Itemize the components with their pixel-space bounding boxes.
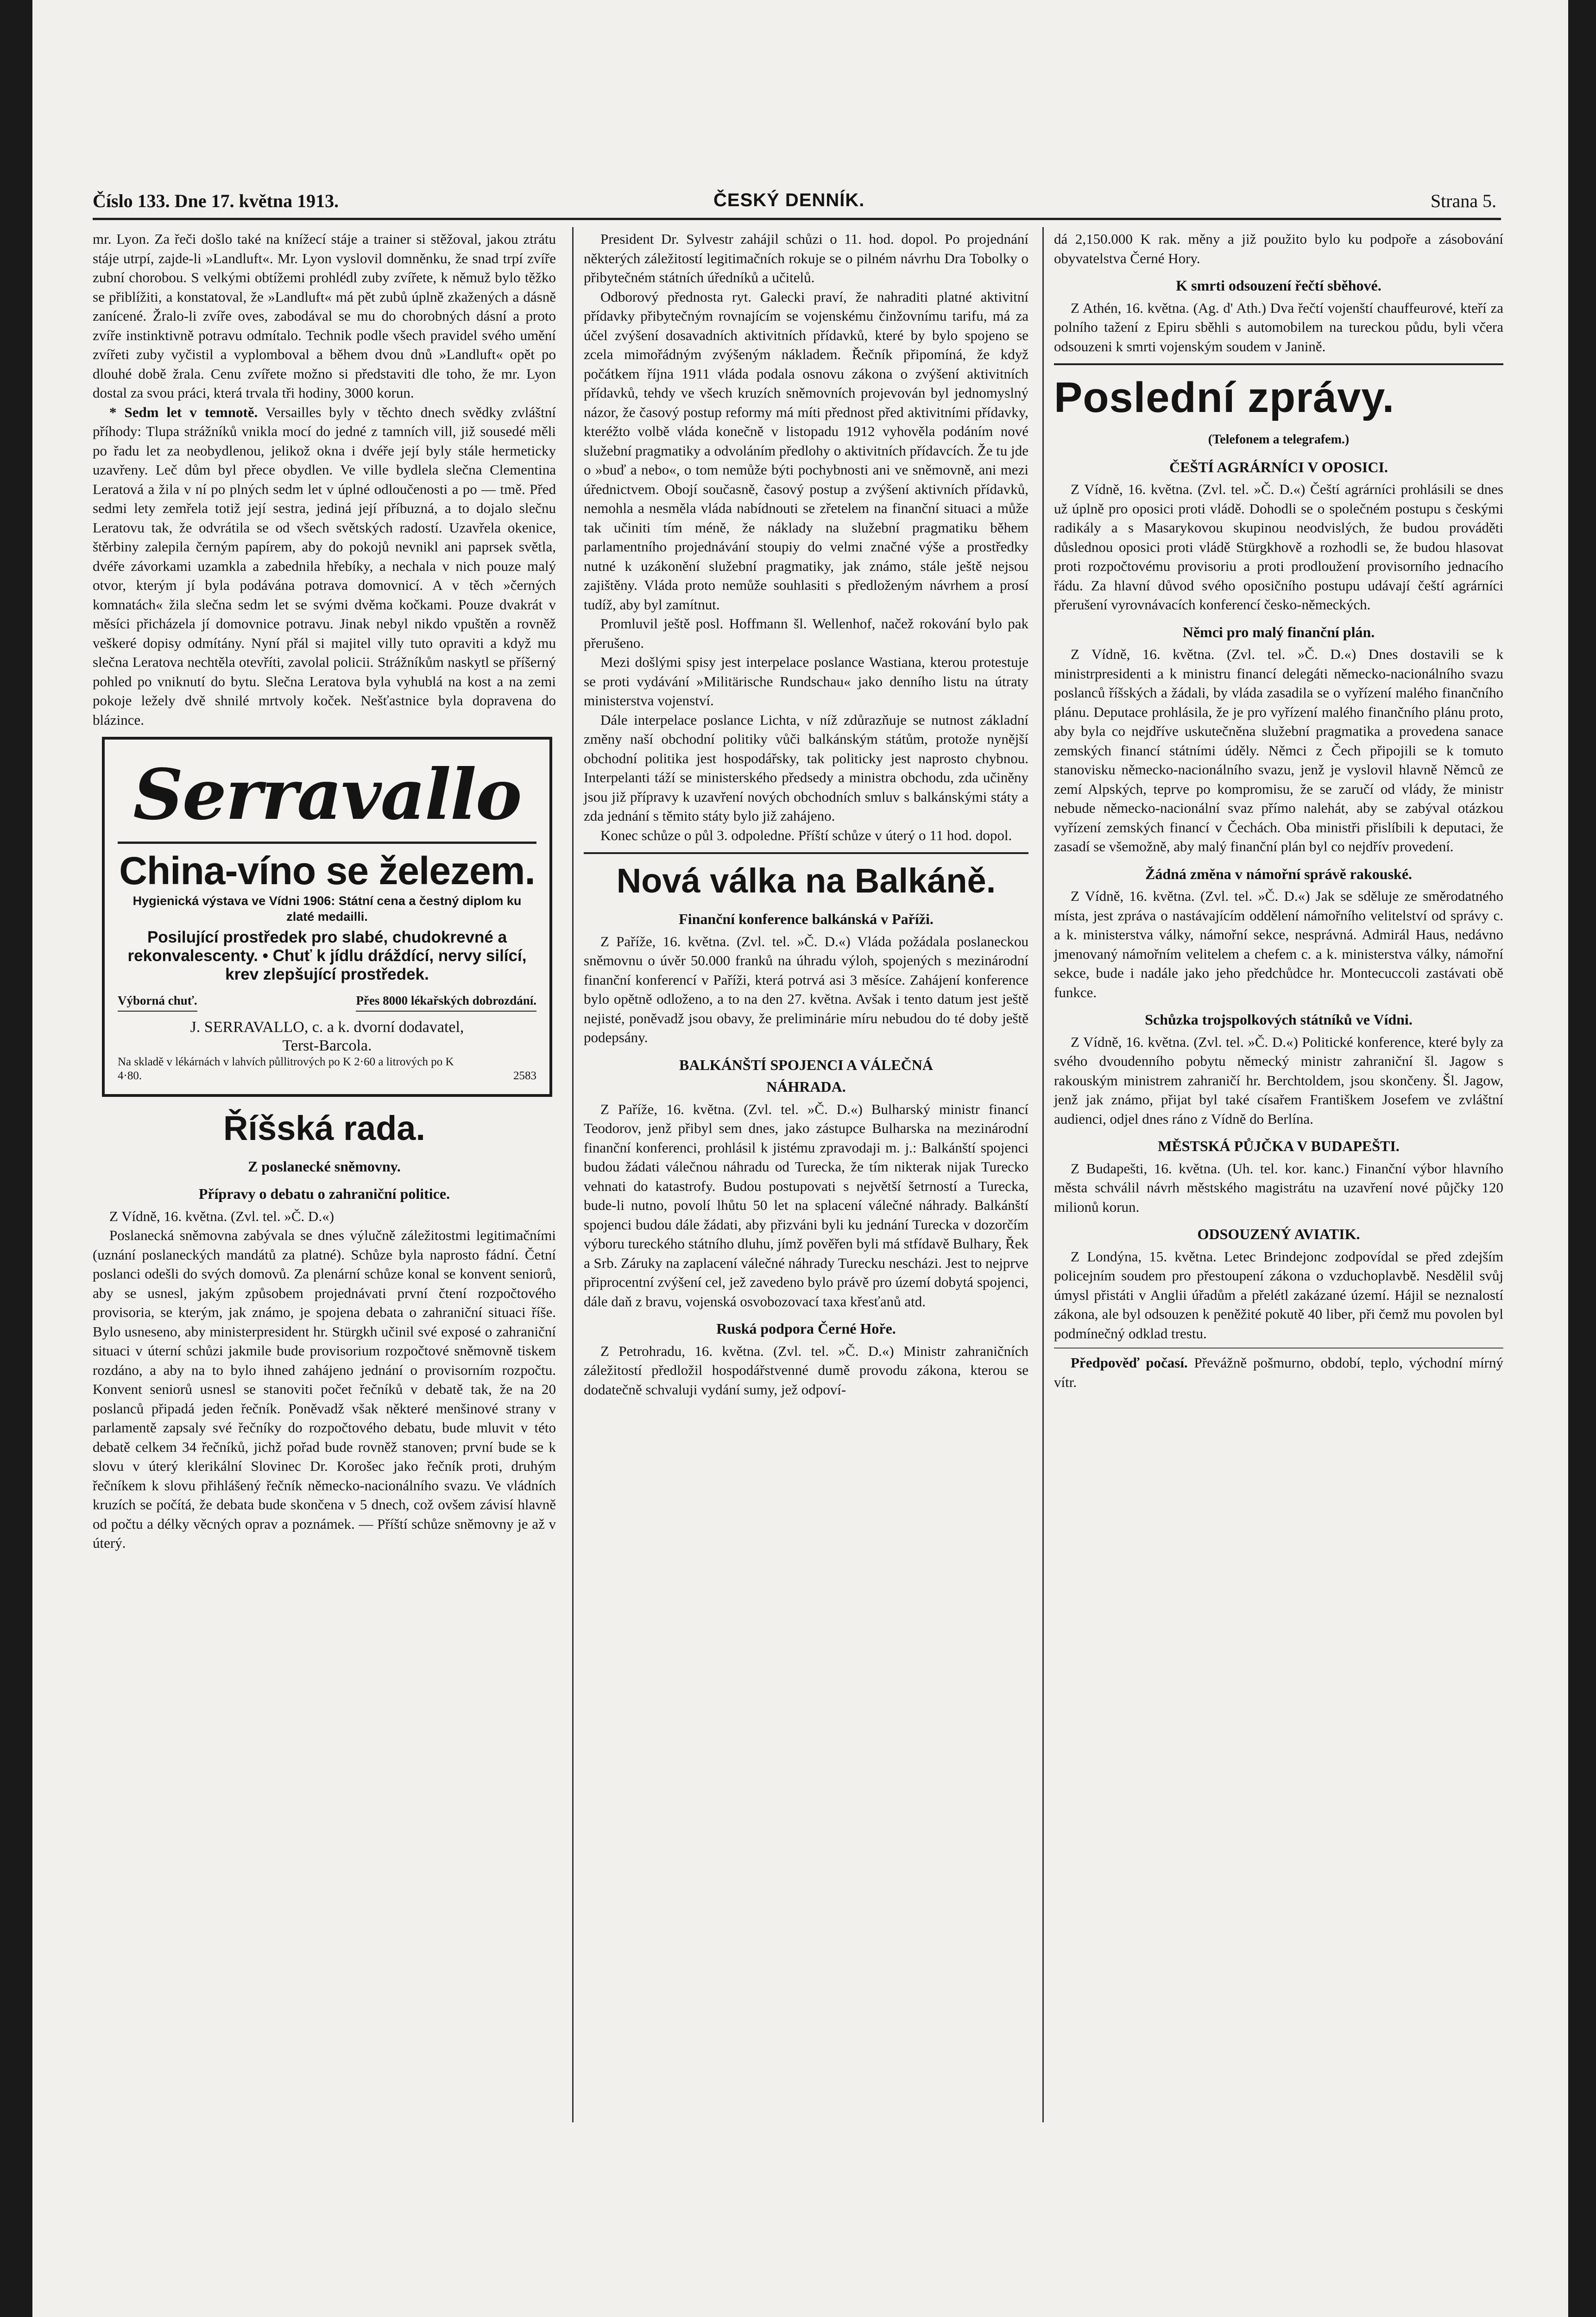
ad-firm-name: J. SERRAVALLO, c. a k. dvorní dodavatel, bbox=[190, 1018, 464, 1036]
ad-claim: Posilující prostředek pro slabé, chudokrevné a rekonvalescenty. • Chuť k jídlu dráždící, nervy silící, krev zlepšující prostředek. bbox=[127, 928, 527, 983]
article-montenegro-cont: dá 2,150.000 K rak. měny a již použito bylo ku podpoře a zásobování obyvatelstva Černé Hory. bbox=[1054, 231, 1503, 266]
dateline-vienna: Z Vídně, 16. května. (Zvl. tel. »Č. D.«) bbox=[109, 1208, 334, 1224]
ad-taste: Výborná chuť. bbox=[118, 991, 197, 1012]
subhead-finance-conference: Finanční konference balkánská v Paříži. bbox=[679, 911, 934, 927]
weather-text: Převážně pošmurno, období, teplo, východní mírný vítr. bbox=[1054, 1355, 1504, 1390]
newspaper-page bbox=[32, 0, 1568, 2317]
weather-title: Předpověď počasí. bbox=[1071, 1355, 1188, 1371]
section-rule-2 bbox=[1054, 363, 1503, 365]
ad-brand-logo: Serravallo bbox=[118, 751, 536, 844]
ad-features bbox=[118, 991, 536, 1012]
article-licht: Dále interpelace poslance Lichta, v níž zdůrazňuje se nutnost základní změny naší obchodní politiky vůči balkánským státům, protože nynější obchodní politika jest hospodářsky, tak politicky jest naprosto chybnou. Interpelanti táží se ministerského předsedy a ministra obchodu, zda učiněny jsou již přípravy k uzavření nových obchodních smluv s balkánskými státy a zda jednání s těmito státy bylo již zahájeno. bbox=[584, 711, 1028, 824]
ad-footer bbox=[118, 1055, 536, 1083]
column-3 bbox=[1054, 229, 1503, 1392]
column-divider-2 bbox=[1042, 227, 1044, 2122]
issue-date: Číslo 133. Dne 17. května 1913. bbox=[93, 190, 339, 211]
article-hoffmann: Promluvil ještě posl. Hoffmann šl. Wellenhof, načež rokování bylo pak přerušeno. bbox=[584, 615, 1028, 651]
serravallo-advertisement bbox=[102, 737, 552, 1097]
article-aviator: Z Londýna, 15. května. Letec Brindejonc zodpovídal se před zdejším policejním soudem pro přestoupení zákona o vzduchoplavbě. Nesdělil svůj úmysl přistáti v Anglii úřadům a přelétl zakázané území. Hájil se neznalostí zákona, ale byl odsouzen k peněžité pokutě 40 liber, při čemž mu povolen byl podmínečný odklad trestu. bbox=[1054, 1248, 1503, 1342]
subhead-budapest-loan: MĚSTSKÁ PŮJČKA V BUDAPEŠTI. bbox=[1158, 1138, 1400, 1154]
column-divider-1 bbox=[572, 227, 574, 2122]
subhead-telephone: (Telefonem a telegrafem.) bbox=[1208, 432, 1350, 447]
ad-award: Hygienická výstava ve Vídni 1906: Státní cena a čestný diplom ku zlaté medailli. bbox=[132, 894, 522, 924]
article-wastian: Mezi došlými spisy jest interpelace poslance Wastiana, kterou protestuje se proti vydávání »Militärische Rundschau« jako denního listu na útraty ministerstva vojenství. bbox=[584, 654, 1028, 709]
article-naval-admin: Z Vídně, 16. května. (Zvl. tel. »Č. D.«) Jak se sděluje ze směrodatného místa, jest zpráva o nastávajícím oddělení námořního velitelství od správy c. a k. ministerstva války, námořní sekce, nesprávná. Admirál Haus, nedávno jmenovaný námořním velitelem a chefem c. a k. ministerstva války, námořní sekce, bude i nadále jako jeho předchůdce hr. Montecuccoli zastávati obě funkce. bbox=[1054, 888, 1503, 1000]
ad-title: China-víno se železem. bbox=[119, 849, 535, 893]
subhead-finance-plan: Němci pro malý finanční plán. bbox=[1182, 623, 1375, 640]
article-triple-alliance: Z Vídně, 16. května. (Zvl. tel. »Č. D.«) Politické konference, které byly za svého dvoudenního pobytu německý ministr zahraniční šl. Jagow s rakouským ministrem zahraničí hr. Berchtoldem, jsou skončeny. Šl. Jagow, jenž jak známo, přijat byl také císařem Františkem Josefem ve zvláštní audienci, odjel dnes ráno z Vídně do Berlína. bbox=[1054, 1033, 1503, 1127]
article-czech-agrarians: Z Vídně, 16. května. (Zvl. tel. »Č. D.«) Čeští agrárníci prohlásili se dnes už úplně pro oposici proti vládě. Dohodli se o společném postupu s českými radikály a s Masarykovou skupinou neodvislých, že budou prováděti důslednou oposici proti vládě Stürgkhově a rozhodli se, že budou hlasovat proti rozpočtovému provisoriu a proti prodloužení provisorního jednacího řádu. Za hlavní důvod svého oposičního postupu udávají čeští agrárníci přerušení vyrovnávacích konferencí česko-německých. bbox=[1054, 481, 1503, 613]
scan-border-right bbox=[1568, 0, 1596, 2317]
ad-code: 2583 bbox=[513, 1069, 536, 1082]
subhead-greek-deserters: K smrti odsouzení řečtí sběhové. bbox=[1176, 277, 1382, 294]
article-seven-years-text: Versailles byly v těchto dnech svědky zvláštní příhody: Tlupa strážníků vnikla mocí do jedné z tamních vill, již sousedé měli po řadu let za neobydlenou, jelikož okna i dvéře její byly stále hermeticky uzavřeny. Leč dům byl přece obydlen. Ve ville bydlela slečna Clementina Leratová a žila v ní po plných sedm let v úplné odloučenosti a po — tmě. Před sedmi lety zemřela totiž její sestra, jediná její příbuzná, a to dojalo slečnu Leratovu tak, že odvrátila se od všech světských radostí. Uzavřela okenice, štěrbiny zalepila černým papírem, aby do pokojů nevnikl ani paprsek světla, dvéře závorkami uzamkla a zabednila hřebíky, a nechala v nich pouze malý otvor, kterým jí byla podávána potrava domovnicí. A v těch »černých komnatách« žila slečna sedm let se svými dvěma kočkami. Pouze dvakrát v měsíci přicházela jí domovnice potravu. Jinak nebyl nikdo vpuštěn a rovněž veškeré dopisy odmítány. Nyní přál si majitel villy tuto opraviti a když mu slečna Leratova nechtěla otevříti, zavolal policii. Strážníkům naskytl se příšerný pohled po vniknutí do bytu. Slečna Leratova byla vyhublá na kost a na zemi pokoje ležely dvě shnilé mrtvoly koček. Nešťastnice byla dopravena do blázince. bbox=[93, 404, 556, 728]
ad-firm-city: Terst-Barcola. bbox=[282, 1037, 372, 1054]
article-galecki: Odborový přednosta ryt. Galecki praví, že nahraditi platné aktivitní přídavky přibytečným rovnajícím se vojenskému činžovnímu tarifu, má za účel zvýšení dosavadních aktivitních přídavků, které by bylo spojeno se zcela mimořádným zvýšeným nákladem. Řečník připomíná, že když počátkem října 1911 vláda podala osnovu zákona o zvýšení aktivitních přídavků, tehdy ve všech kruzích sněmovních projevován byl jednomyslný názor, že časový postup reformy má míti přednost před aktivitními přídavky, kteréžto volbě vláda konečně v listopadu 1912 vyhověla podáním nové služební pragmatiky a odvoláním předlohy o aktivitních přídavcích. Že tu jde o »buď a nebo«, o tom nemůže býti pochybnosti ani ve sněmovně, ani mezi úřednictvem. Obojí současně, časový postup a zvýšení aktivních přídavků, nemohla a nesměla vláda nabídnouti se zřetelem na finanční situaci a může tak učiniti tím méně, že náklady na služební pragmatiku během parlamentního projednávání stoupiy do velmi značné výše a prostředky nutné k uzákonění služební pragmatiky, jak známo, stále ještě nejsou zajištěny. Vláda proto nemůže souhlasiti s předloženým návrhem a prosí tudíž, aby byl zamítnut. bbox=[584, 288, 1028, 613]
article-seven-years bbox=[93, 403, 556, 730]
section-title-balkan-war: Nová válka na Balkáně. bbox=[616, 861, 996, 900]
article-finance-plan: Z Vídně, 16. května. (Zvl. tel. »Č. D.«) Dnes dostavili se k ministrpresidenti a k ministru financí delegáti německo-nacionálního svazu poslanců říšských a žádali, by vláda zasadila se o vyřízení malého finančního plánu. Deputace prohlásila, že je pro vyřízení malého finančního plánu proto, aby byla co nejdříve uskutečněna služební pragmatika a provedena sanace zemských financí státními úděly. Němci z Čech připojili se k tomuto stanovisku německo-nacionálního svazu, jenž je vyslovil hlavně Němců ze zemí Alpských, teprve po kompromisu, že se zaručí od vlády, že ministr nebude německo-nacionální svaz přímo nalehát, aby se zabýval otázkou vyřízení zemských financí v Čechách. Oba ministři přislíbili k deputaci, že zasadí se všemožně, aby malý finanční plán byl co nejdřív provedení. bbox=[1054, 646, 1503, 855]
article-paris-conference: Z Paříže, 16. května. (Zvl. tel. »Č. D.«) Vláda požádala poslaneckou sněmovnu o úvěr 50.000 franků na úhradu výloh, spojených s mezinárodní finanční konferencí v Paříži, která potrvá asi 3 měsíce. Zahájení konference bylo opětně odloženo, a to na den 27. května. Avšak i tento datum jest ještě nejisté, poněvadž jsou obavy, že preliminárie míru nebudou do té doby ještě podepsány. bbox=[584, 933, 1028, 1045]
article-horse-dentist: mr. Lyon. Za řeči došlo také na knížecí stáje a trainer si stěžoval, jakou ztrátu stáje utrpí, zajde-li »Landluft«. Mr. Lyon vyslovil domněnku, že snad trpí zvíře zubní chorobou. S velkými obtížemi prohlédl zuby zvířete, k němuž bylo těžko se přiblížiti, a konstatoval, že »Landluft« má pět zubů úplně zkažených a dásně zanícené. Žralo-li zvíře oves, zabodával se mu do chorobných dásní a proto zvíře instinktivně potravu odmítalo. Technik podle všech pravidel svého umění zvířeti zuby vyčistil a vyplomboval a během dvou dnů »Landluft« opět po dlouhé době žrala. Cenu zvířete možno si představiti dle toho, že mr. Lyon dostal za svou práci, která trvala tři hodiny, 3000 korun. bbox=[93, 231, 556, 401]
section-rule bbox=[584, 852, 1028, 854]
subhead-chamber: Z poslanecké sněmovny. bbox=[248, 1158, 401, 1175]
article-seven-years-title: * Sedm let v temnotě. bbox=[109, 404, 258, 420]
article-greek-deserters: Z Athén, 16. května. (Ag. d' Ath.) Dva řečtí vojenští chauffeurové, kteří za polního tažení z Epiru sběhli s automobilem na tureckou půdu, byli včera odsouzeni k smrti vojenským soudem v Janině. bbox=[1054, 299, 1503, 355]
article-session: President Dr. Sylvestr zahájil schůzi o 11. hod. dopol. Po projednání některých záležitostí legitimačních rokuje se o pilném návrhu Dra Tobolky o přibytečném státních úředníků a učitelů. bbox=[584, 231, 1028, 285]
weather-forecast bbox=[1054, 1353, 1503, 1392]
page-header bbox=[93, 190, 1496, 216]
subhead-war-indemnity-2: NÁHRADA. bbox=[766, 1078, 846, 1095]
subhead-czech-agrarians: ČEŠTÍ AGRÁRNÍCI V OPOSICI. bbox=[1169, 458, 1388, 475]
article-session-end: Konec schůze o půl 3. odpoledne. Příští schůze v úterý o 11 hod. dopol. bbox=[600, 827, 1012, 843]
section-title-rissska-rada: Říšská rada. bbox=[223, 1108, 426, 1147]
masthead-title: ČESKÝ DENNÍK. bbox=[713, 190, 865, 210]
scan-border-left bbox=[0, 0, 32, 2317]
subhead-russian-support: Ruská podpora Černé Hoře. bbox=[716, 1320, 896, 1337]
subhead-war-indemnity-1: BALKÁNŠTÍ SPOJENCI A VÁLEČNÁ bbox=[679, 1056, 933, 1073]
ad-availability: Na skladě v lékárnách v lahvích půllitrových po K 2·60 a litrových po K 4·80. bbox=[118, 1055, 454, 1082]
article-parliament: Poslanecká sněmovna zabývala se dnes výlučně záležitostmi legitimačními (uznání poslaneckých mandátů za platné). Schůze byla naprosto fádní. Četní poslanci odešli do svých domovů. Za plenární schůze konal se konvent seniorů, aby se usnesl, jakým způsobem projednávati první čtení rozpočtového provisoria, se kterým, jak známo, je spojena debata o zahraniční situaci říše. Bylo usneseno, aby ministerpresident hr. Stürgkh učinil své exposé o zahraniční situaci v úterní schůzi jakmile bude provisorium rozpočtové sněmovně tiskem rozdáno, a aby na to bylo ihned zahájeno jednání o provisorním rozpočtu. Konvent seniorů usnesl se stanoviti počet řečníků v debatě tak, že na 20 poslanců připadá jeden řečník. Poněvadž však některé menšinové strany v parlamentě zapsaly své řečníky do rozpočtového debatu, bude mluvit v této debatě celkem 34 řečníků, jichž pořad bude rovněž stanoven; první bude se k slovu v úterý klerikální Slovinec Dr. Korošec jako řečník proti, druhým řečníkem k slovu přihlášený řečník německo-nacionálního svazu. Ve vládních kruzích se počítá, že debata bude skončena v 5 dnech, což ovšem závisí hlavně od počtu a délky věcných oprav a poznámek. — Příští schůze sněmovny je až v úterý. bbox=[93, 1227, 556, 1551]
article-war-indemnity: Z Paříže, 16. května. (Zvl. tel. »Č. D.«) Bulharský ministr financí Teodorov, jenž přibyl sem dnes, jako zástupce Bulharska na mezinárodní finanční konferenci, prohlásil k jistému zpravodaji m. j.: Balkánští spojenci budou žádati válečnou náhradu od Turecka, že tím nikterak nijak Turecko vehnati do katastrofy. Budou postupovati s největší šetrností a Turecka, bude-li nutno, povolí lhůtu 50 let na splacení válečné náhrady. Balkánští spojenci budou dále žádati, aby přizváni byli ku jednání Turecka v dozorčím výboru tureckého státního dluhu, jímž pověřen byli má stfídavě Bulhary, Řek a Srb. Záruky na zaplacení válečné náhrady Turecku nescházi. Jest to nejprve připrocentní zvýšení cel, jež zavedeno bylo právě pro území dobytá spojenci, dále daň z bravu, vojenská osvobozovací taxa křesťanů atd. bbox=[584, 1101, 1028, 1310]
subhead-aviator: ODSOUZENÝ AVIATIK. bbox=[1197, 1226, 1360, 1242]
column-2 bbox=[584, 229, 1028, 1399]
subhead-triple-alliance: Schůzka trojspolkových státníků ve Vídni. bbox=[1145, 1011, 1413, 1028]
page-number: Strana 5. bbox=[1430, 190, 1496, 211]
article-russian-support: Z Petrohradu, 16. května. (Zvl. tel. »Č. D.«) Ministr zahraničních záležitostí předložil hospodářstvenné dumě provodu zákona, kterou se dodatečně schvaluji vydání sumy, jež odpoví- bbox=[584, 1342, 1028, 1398]
subhead-naval-admin: Žádná změna v námořní správě rakouské. bbox=[1145, 865, 1413, 882]
header-rule bbox=[93, 218, 1501, 220]
subhead-foreign-policy: Přípravy o debatu o zahraniční politice. bbox=[198, 1185, 450, 1202]
column-1 bbox=[93, 229, 556, 1553]
ad-doctors: Přes 8000 lékařských dobrozdání. bbox=[356, 991, 536, 1012]
section-title-latest-news: Poslední zprávy. bbox=[1054, 374, 1395, 421]
article-budapest-loan: Z Budapešti, 16. května. (Uh. tel. kor. kanc.) Finanční výbor hlavního města schválil návrh městského magistrátu na uzavření nové půjčky 120 milionů korun. bbox=[1054, 1160, 1503, 1215]
